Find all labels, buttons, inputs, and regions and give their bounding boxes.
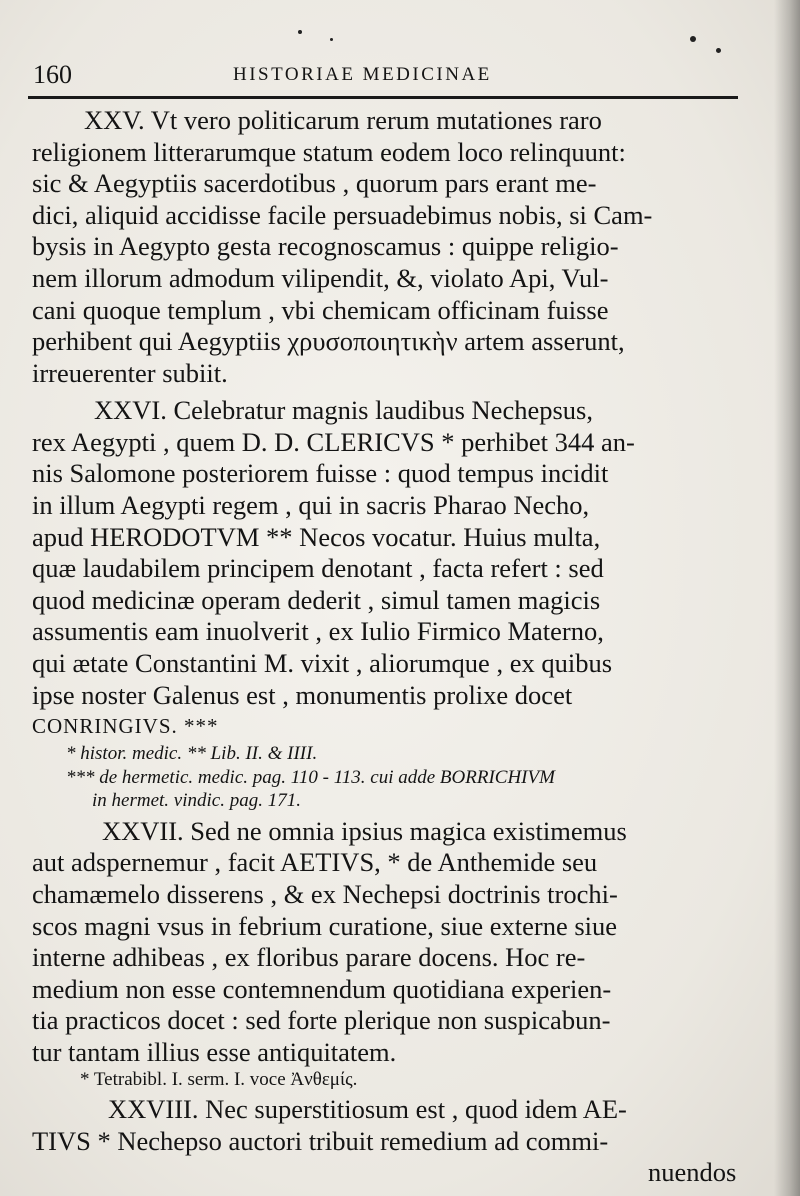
text-line: quod medicinæ operam dederit , simul tamen magicis (32, 584, 601, 615)
header-rule (28, 96, 738, 99)
text-line: apud HERODOTVM ** Necos vocatur. Huius multa, (32, 521, 601, 552)
text-line: CONRINGIVS. *** (32, 714, 219, 739)
text-line: sic & Aegyptiis sacerdotibus , quorum pars erant me- (32, 168, 597, 199)
text-line: quæ laudabilem principem denotant , facta refert : sed (32, 553, 604, 584)
text-line: nis Salomone posteriorem fuisse : quod tempus incidit (32, 458, 609, 489)
footnote-line: in hermet. vindic. pag. 171. (92, 790, 301, 812)
ink-speck (690, 36, 696, 42)
text-line: in illum Aegypti regem , qui in sacris Pharao Necho, (32, 490, 590, 520)
text-line: medium non esse contemnendum quotidiana experien- (32, 973, 612, 1004)
text-line: irreuerenter subiit. (32, 357, 228, 388)
text-line: tur tantam illius esse antiquitatem. (32, 1037, 397, 1067)
text-line: qui ætate Constantini M. vixit , aliorumque , ex quibus (32, 648, 613, 678)
text-line: dici, aliquid accidisse facile persuadebimus nobis, si Cam- (32, 199, 653, 230)
text-line: XXVIII. Nec superstitiosum est , quod idem AE- (108, 1094, 627, 1125)
page-edge-shadow (774, 0, 800, 1196)
text-line: XXVI. Celebratur magnis laudibus Nechepsus, (94, 395, 593, 426)
text-line: interne adhibeas , ex floribus parare docens. Hoc re- (32, 942, 586, 973)
text-line: aut adspernemur , facit AETIVS, * de Anthemide seu (32, 847, 598, 878)
text-line: chamæmelo disserens , & ex Nechepsi doctrinis trochi- (32, 879, 618, 909)
text-line: nuendos (648, 1157, 737, 1188)
page-number: 160 (33, 60, 72, 89)
text-line: XXV. Vt vero politicarum rerum mutationes raro (84, 105, 602, 135)
ink-speck (330, 38, 333, 41)
text-line: assumentis eam inuolverit , ex Iulio Firmico Materno, (32, 616, 604, 647)
footnote-line: * histor. medic. ** Lib. II. & IIII. (66, 742, 318, 764)
ink-speck (298, 30, 302, 34)
text-line: scos magni vsus in febrium curatione, siue externe siue (32, 910, 618, 941)
running-title: HISTORIAE MEDICINAE (233, 64, 492, 85)
text-line: ipse noster Galenus est , monumentis prolixe docet (32, 679, 573, 710)
text-line: TIVS * Nechepso auctori tribuit remedium ad commi- (32, 1125, 609, 1156)
page-header (33, 60, 738, 90)
ink-speck (716, 48, 721, 53)
text-line: religionem litterarumque statum eodem loco relinquunt: (32, 136, 626, 167)
text-line: XXVII. Sed ne omnia ipsius magica existimemus (102, 815, 627, 846)
footnote-line: * Tetrabibl. I. serm. I. voce Ἀνθεμίς. (80, 1068, 358, 1090)
text-line: perhibent qui Aegyptiis χρυσοποιητικὴν artem asserunt, (32, 326, 625, 357)
text-line: nem illorum admodum vilipendit, &, violato Api, Vul- (32, 263, 609, 293)
text-line: tia practicos docet : sed forte plerique non suspicabun- (32, 1005, 611, 1036)
text-line: rex Aegypti , quem D. D. CLERICVS * perhibet 344 an- (32, 426, 635, 457)
footnote-line: *** de hermetic. medic. pag. 110 - 113. cui adde BORRICHIVM (66, 766, 555, 788)
text-line: cani quoque templum , vbi chemicam officinam fuisse (32, 294, 609, 325)
text-line: bysis in Aegypto gesta recognoscamus : quippe religio- (32, 231, 619, 262)
